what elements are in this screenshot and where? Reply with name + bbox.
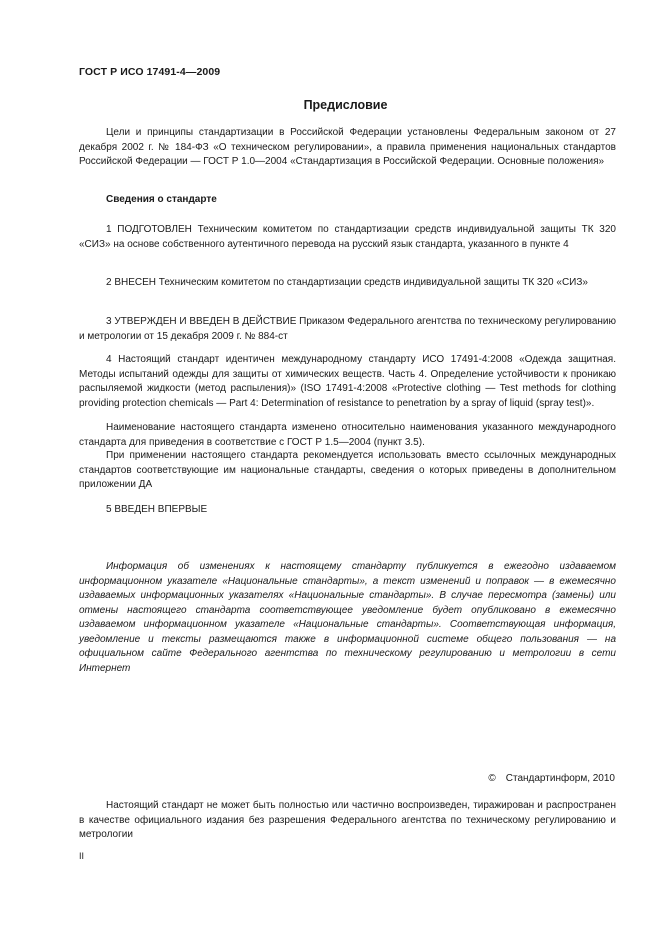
item-1-paragraph: 1 ПОДГОТОВЛЕН Техническим комитетом по стандартизации средств индивидуальной защиты ТК 320 «СИЗ» на основе собственного аутентичного перевода на русский язык стандарта, указанного в пункте 4: [79, 224, 616, 250]
item-4-paragraph: 4 Настоящий стандарт идентичен международному стандарту ИСО 17491-4:2008 «Одежда защитная. Методы испытаний одежды для защиты от химических веществ. Часть 4. Определение устойчивости к проникаю распыляемой жидкости (метод распыления)» (ISO 17491-4:2008 «Protective clothing — Test methods for clothing providing protection chemicals — Part 4: Determination of resistance to penetration by a spray of liquid (spray test)».: [79, 354, 616, 409]
reproduction-notice: Настоящий стандарт не может быть полностью или частично воспроизведен, тиражирован и распространен в качестве официального издания без разрешения Федерального агентства по техническому регулированию и метрологии: [79, 800, 616, 840]
document-code-header: ГОСТ Р ИСО 17491-4—2009: [79, 66, 221, 78]
page-title: Предисловие: [303, 98, 388, 112]
copyright-line: [488, 773, 615, 784]
section-subtitle: Сведения о стандарте: [106, 194, 217, 205]
item-5-paragraph: 5 ВВЕДЕН ВПЕРВЫЕ: [106, 504, 208, 515]
item-4-usage-note: При применении настоящего стандарта рекомендуется использовать вместо ссылочных международных стандартов соответствующие им национальные стандарты, сведения о которых приведены в дополнительном приложении ДА: [79, 450, 616, 490]
copyright-holder: Стандартинформ, 2010: [505, 773, 615, 784]
item-3-paragraph: 3 УТВЕРЖДЕН И ВВЕДЕН В ДЕЙСТВИЕ Приказом Федерального агентства по техническому регулированию и метрологии от 15 декабря 2009 г. № 884-ст: [79, 316, 616, 342]
item-4-name-note: Наименование настоящего стандарта изменено относительно наименования указанного международного стандарта для приведения в соответствие с ГОСТ Р 1.5—2004 (пункт 3.5).: [79, 422, 616, 448]
copyright-symbol: ©: [488, 773, 496, 784]
change-notice-paragraph: Информация об изменениях к настоящему стандарту публикуется в ежегодно издаваемом информационном указателе «Национальные стандарты», а текст изменений и поправок — в ежемесячно издаваемых информационных указателях «Национальные стандарты». В случае пересмотра (замены) или отмены настоящего стандарта соответствующее уведомление будет опубликовано в ежемесячно издаваемом информационном указателе «Национальные стандарты». Соответствующая информация, уведомление и тексты размещаются также в информационной системе общего пользования — на официальном сайте Федерального агентства по техническому регулированию и метрологии в сети Интернет: [79, 561, 616, 674]
intro-paragraph: Цели и принципы стандартизации в Российской Федерации установлены Федеральным законом от 27 декабря 2002 г. № 184-ФЗ «О техническом регулировании», а правила применения национальных стандартов Российской Федерации — ГОСТ Р 1.0—2004 «Стандартизация в Российской Федерации. Основные положения»: [79, 127, 616, 167]
page-number: II: [79, 851, 85, 861]
item-2-paragraph: 2 ВНЕСЕН Техническим комитетом по стандартизации средств индивидуальной защиты ТК 320 «СИЗ»: [106, 277, 588, 288]
